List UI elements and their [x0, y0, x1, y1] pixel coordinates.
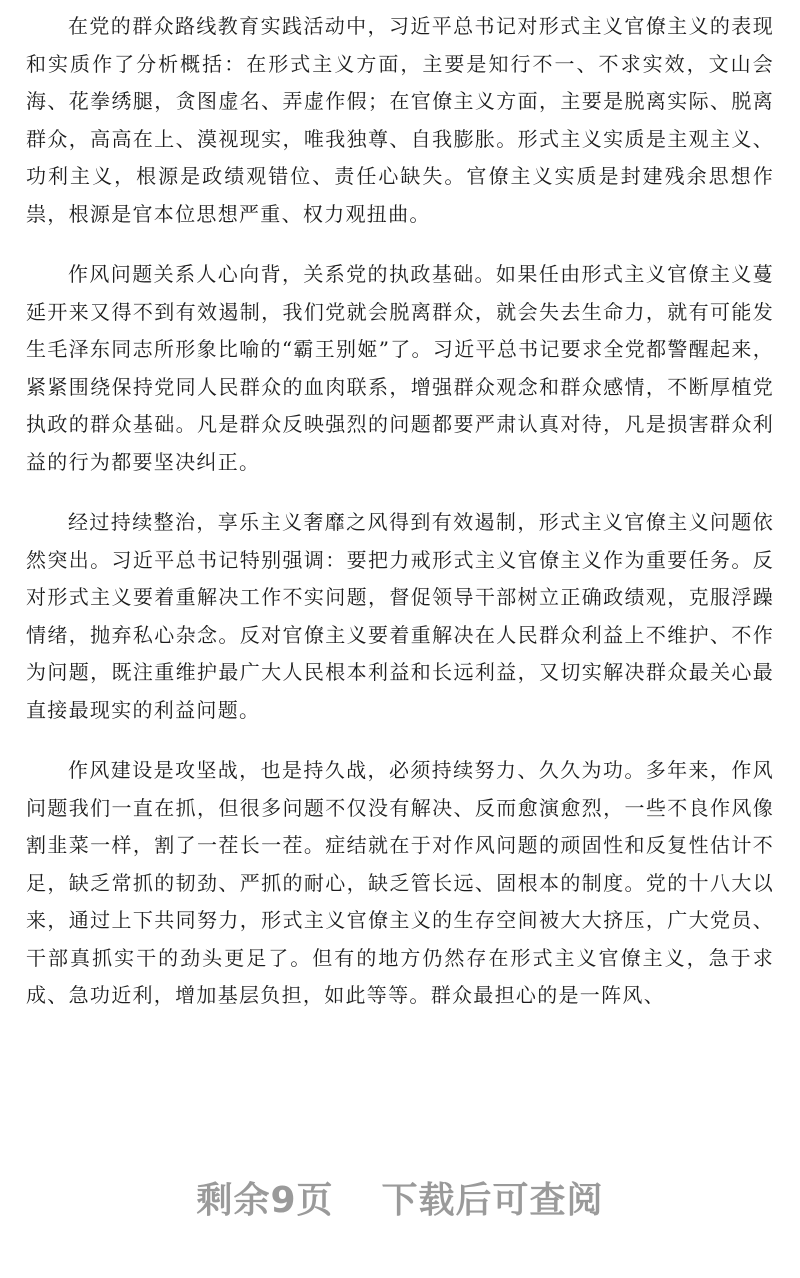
paragraph-4: 作风建设是攻坚战，也是持久战，必须持续努力、久久为功。多年来，作风问题我们一直在抓，但很多问题不仅没有解决、反而愈演愈烈，一些不良作风像割韭菜一样，割了一茬长一茬。症结就在于对作风问题的顽固性和反复性估计不足，缺乏常抓的韧劲、严抓的耐心，缺乏管长远、固根本的制度。党的十八大以来，通过上下共同努力，形式主义官僚主义的生存空间被大大挤压，广大党员、干部真抓实干的劲头更足了。但有的地方仍然存在形式主义官僚主义，急于求成、急功近利，增加基层负担，如此等等。群众最担心的是一阵风、: [26, 758, 774, 1007]
paragraph-1: 在党的群众路线教育实践活动中，习近平总书记对形式主义官僚主义的表现和实质作了分析概括：在形式主义方面，主要是知行不一、不求实效，文山会海、花拳绣腿，贪图虚名、弄虚作假；在官僚主义方面，主要是脱离实际、脱离群众，高高在上、漠视现实，唯我独尊、自我膨胀。形式主义实质是主观主义、功利主义，根源是政绩观错位、责任心缺失。官僚主义实质是封建残余思想作祟，根源是官本位思想严重、权力观扭曲。: [26, 14, 774, 226]
download-hint-label: 下载后可查阅: [381, 1180, 604, 1221]
remaining-pages-label: 剩余9页: [196, 1180, 334, 1221]
paragraph-2: 作风问题关系人心向背，关系党的执政基础。如果任由形式主义官僚主义蔓延开来又得不到有效遏制，我们党就会脱离群众，就会失去生命力，就有可能发生毛泽东同志所形象比喻的“霸王别姬”了。习近平总书记要求全党都警醒起来，紧紧围绕保持党同人民群众的血肉联系，增强群众观念和群众感情，不断厚植党执政的群众基础。凡是群众反映强烈的问题都要严肃认真对待，凡是损害群众利益的行为都要坚决纠正。: [26, 262, 774, 474]
document-body: [26, 8, 774, 1038]
download-prompt[interactable]: [0, 1172, 800, 1223]
paragraph-3: 经过持续整治，享乐主义奢靡之风得到有效遏制，形式主义官僚主义问题依然突出。习近平总书记特别强调：要把力戒形式主义官僚主义作为重要任务。反对形式主义要着重解决工作不实问题，督促领导干部树立正确政绩观，克服浮躁情绪，抛弃私心杂念。反对官僚主义要着重解决在人民群众利益上不维护、不作为问题，既注重维护最广大人民根本利益和长远利益，又切实解决群众最关心最直接最现实的利益问题。: [26, 510, 774, 722]
